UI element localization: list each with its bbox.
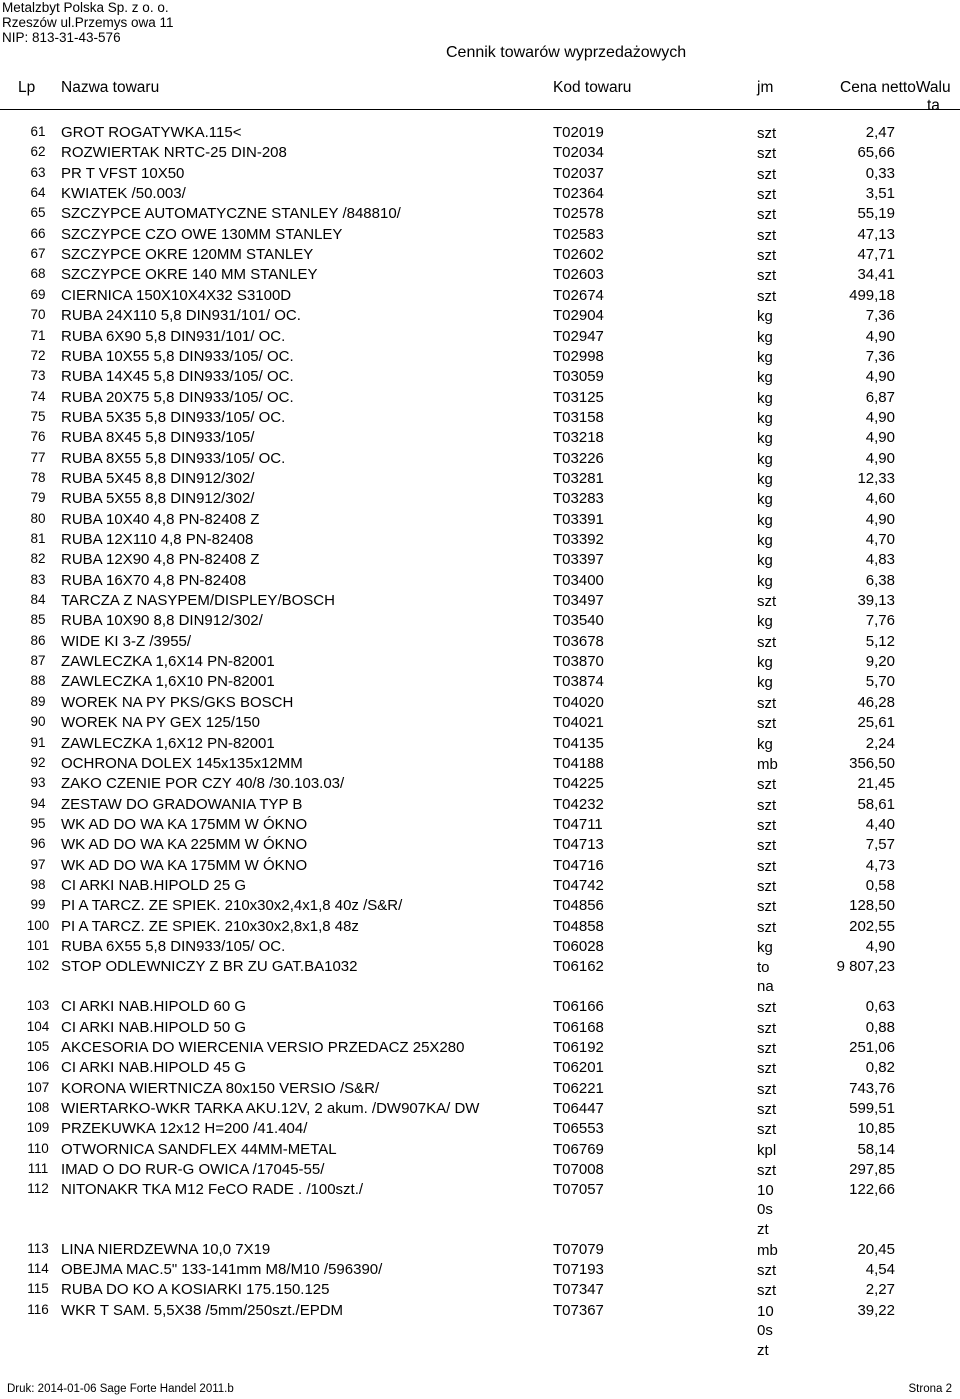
row-unit: szt xyxy=(757,1262,777,1280)
row-price: 4,40 xyxy=(865,815,895,833)
row-unit-wrap: na xyxy=(757,978,774,996)
row-price: 4,90 xyxy=(865,938,895,955)
row-unit: kg xyxy=(757,572,773,590)
row-lp: 104 xyxy=(26,1018,50,1034)
row-unit: szt xyxy=(757,593,777,611)
row-code: T02674 xyxy=(553,286,604,304)
row-code: T07079 xyxy=(553,1240,604,1258)
row-price: 599,51 xyxy=(849,1099,895,1117)
row-price: 34,41 xyxy=(857,266,895,284)
row-code: T06447 xyxy=(553,1099,604,1117)
row-price: 46,28 xyxy=(857,693,895,711)
row-code: T03540 xyxy=(553,612,604,630)
row-name: ZAWLECZKA 1,6X12 PN-82001 xyxy=(61,734,275,752)
row-code: T07008 xyxy=(553,1161,604,1178)
row-price: 6,87 xyxy=(865,388,895,406)
row-unit: szt xyxy=(757,1282,777,1300)
row-price: 5,70 xyxy=(865,673,895,691)
row-lp: 64 xyxy=(30,185,46,201)
row-lp: 76 xyxy=(30,429,46,445)
row-name: RUBA 12X110 4,8 PN-82408 xyxy=(61,531,254,548)
row-name: RUBA 5X55 8,8 DIN912/302/ xyxy=(61,490,255,508)
row-lp: 73 xyxy=(30,368,46,384)
row-code: T03158 xyxy=(553,408,604,426)
row-price: 9,20 xyxy=(865,653,895,671)
row-unit: kg xyxy=(757,389,773,407)
row-unit: kg xyxy=(757,491,773,509)
row-unit: to xyxy=(757,959,770,977)
row-lp: 103 xyxy=(26,998,50,1014)
row-price: 4,90 xyxy=(865,510,895,528)
row-name: ZESTAW DO GRADOWANIA TYP B xyxy=(61,795,303,813)
row-code: T02364 xyxy=(553,185,604,203)
row-unit: szt xyxy=(757,694,777,712)
row-name: WK AD DO WA KA 225MM W ÓKNO xyxy=(61,836,308,854)
row-code: T03059 xyxy=(553,368,604,386)
row-code: T06166 xyxy=(553,998,604,1016)
row-code: T03218 xyxy=(553,429,604,447)
row-unit: kg xyxy=(757,369,773,387)
row-name: KWIATEK /50.003/ xyxy=(61,185,186,203)
row-name: GROT ROGATYWKA.115< xyxy=(61,124,242,141)
row-lp: 70 xyxy=(30,307,46,323)
row-price: 0,58 xyxy=(865,876,895,894)
row-unit: mb xyxy=(757,1241,778,1259)
row-unit: szt xyxy=(757,918,777,936)
row-unit: szt xyxy=(757,816,777,834)
row-code: T03226 xyxy=(553,449,604,467)
row-lp: 83 xyxy=(30,571,46,587)
row-unit: kg xyxy=(757,939,773,956)
row-lp: 116 xyxy=(27,1301,49,1317)
row-name: PR T VFST 10X50 xyxy=(61,164,185,182)
row-unit: kg xyxy=(757,328,773,346)
row-name: ZAKO CZENIE POR CZY 40/8 /30.103.03/ xyxy=(61,775,345,793)
row-code: T06192 xyxy=(553,1038,604,1056)
row-price: 202,55 xyxy=(849,917,895,935)
row-unit-wrap: zt xyxy=(757,1341,769,1359)
header-lp: Lp xyxy=(18,79,36,96)
row-code: T03870 xyxy=(553,653,604,671)
row-code: T06201 xyxy=(553,1059,604,1077)
header-jm: jm xyxy=(757,79,774,96)
row-price: 128,50 xyxy=(849,897,895,915)
row-unit: szt xyxy=(757,226,777,244)
row-name: PI A TARCZ. ZE SPIEK. 210x30x2,4x1,8 40z /S&R/ xyxy=(61,897,403,915)
row-lp: 96 xyxy=(30,836,46,852)
row-price: 4,83 xyxy=(865,551,895,569)
row-price: 55,19 xyxy=(857,205,895,223)
row-unit: 10 xyxy=(757,1302,774,1320)
row-code: T02578 xyxy=(553,205,604,223)
row-price: 4,70 xyxy=(865,531,895,548)
row-lp: 105 xyxy=(26,1038,50,1054)
row-lp: 63 xyxy=(30,164,46,180)
row-unit: szt xyxy=(757,633,777,651)
footer-page-number: Strona 2 xyxy=(908,1383,952,1395)
row-code: T03874 xyxy=(553,673,604,691)
row-name: OTWORNICA SANDFLEX 44MM-METAL xyxy=(61,1140,337,1158)
row-unit: kg xyxy=(757,430,773,448)
row-name: TARCZA Z NASYPEM/DISPLEY/BOSCH xyxy=(61,592,335,610)
row-unit: szt xyxy=(757,1162,777,1179)
row-lp: 61 xyxy=(30,124,46,139)
row-code: T02947 xyxy=(553,327,604,345)
row-price: 7,36 xyxy=(865,347,895,365)
row-lp: 110 xyxy=(27,1140,49,1156)
row-unit: szt xyxy=(757,1039,777,1057)
row-price: 65,66 xyxy=(857,144,895,162)
row-code: T06168 xyxy=(553,1018,604,1036)
row-unit: szt xyxy=(757,898,777,916)
row-price: 21,45 xyxy=(857,775,895,793)
row-lp: 113 xyxy=(27,1240,49,1256)
row-name: ROZWIERTAK NRTC-25 DIN-208 xyxy=(61,144,287,162)
row-lp: 112 xyxy=(27,1181,49,1197)
row-name: RUBA 14X45 5,8 DIN933/105/ OC. xyxy=(61,368,294,386)
row-price: 20,45 xyxy=(857,1240,895,1258)
company-name: Metalzbyt Polska Sp. z o. o. xyxy=(2,0,169,15)
row-name: RUBA 10X55 5,8 DIN933/105/ OC. xyxy=(61,347,294,365)
row-code: T07367 xyxy=(553,1301,604,1319)
row-name: SZCZYPCE CZO OWE 130MM STANLEY xyxy=(61,225,343,243)
row-unit: szt xyxy=(757,1019,777,1037)
row-code: T02037 xyxy=(553,164,604,182)
row-price: 0,82 xyxy=(865,1059,895,1077)
row-unit: szt xyxy=(757,1060,777,1078)
row-price: 4,90 xyxy=(865,368,895,386)
row-price: 0,33 xyxy=(865,164,895,182)
row-name: RUBA 10X90 8,8 DIN912/302/ xyxy=(61,612,263,630)
row-name: WOREK NA PY GEX 125/150 xyxy=(61,714,260,732)
row-code: T06221 xyxy=(553,1079,604,1097)
row-lp: 115 xyxy=(27,1281,49,1297)
row-unit: kg xyxy=(757,613,773,631)
row-price: 4,90 xyxy=(865,449,895,467)
row-name: RUBA 24X110 5,8 DIN931/101/ OC. xyxy=(61,307,301,325)
row-name: ZAWLECZKA 1,6X14 PN-82001 xyxy=(61,653,275,671)
row-name: OCHRONA DOLEX 145x135x12MM xyxy=(61,754,303,772)
row-unit: szt xyxy=(757,1121,777,1139)
row-name: WK AD DO WA KA 175MM W ÓKNO xyxy=(61,815,308,833)
row-name: WKR T SAM. 5,5X38 /5mm/250szt./EPDM xyxy=(61,1301,344,1319)
row-price: 0,88 xyxy=(865,1018,895,1036)
row-price: 2,24 xyxy=(865,734,895,752)
row-name: SZCZYPCE OKRE 120MM STANLEY xyxy=(61,246,314,264)
row-lp: 101 xyxy=(26,938,50,953)
row-name: STOP ODLEWNICZY Z BR ZU GAT.BA1032 xyxy=(61,958,358,976)
row-name: RUBA 5X45 8,8 DIN912/302/ xyxy=(61,469,255,487)
row-code: T07193 xyxy=(553,1261,604,1279)
row-unit: szt xyxy=(757,715,777,733)
row-unit: szt xyxy=(757,796,777,814)
row-code: T03678 xyxy=(553,632,604,650)
row-code: T03283 xyxy=(553,490,604,508)
row-lp: 74 xyxy=(30,388,46,404)
row-unit: 10 xyxy=(757,1182,774,1200)
row-name: SZCZYPCE AUTOMATYCZNE STANLEY /848810/ xyxy=(61,205,401,223)
row-name: CI ARKI NAB.HIPOLD 50 G xyxy=(61,1018,247,1036)
row-code: T04188 xyxy=(553,754,604,772)
row-code: T03391 xyxy=(553,510,604,528)
row-name: RUBA 12X90 4,8 PN-82408 Z xyxy=(61,551,260,569)
row-unit: kg xyxy=(757,674,773,692)
row-code: T04716 xyxy=(553,856,604,874)
row-price: 39,13 xyxy=(857,592,895,610)
row-code: T06028 xyxy=(553,938,604,955)
row-unit-wrap: 0s xyxy=(757,1321,773,1339)
row-price: 297,85 xyxy=(849,1161,895,1178)
row-code: T07347 xyxy=(553,1281,604,1299)
row-unit-wrap: 0s xyxy=(757,1201,773,1219)
row-code: T02019 xyxy=(553,124,604,141)
row-price: 4,90 xyxy=(865,429,895,447)
row-name: WOREK NA PY PKS/GKS BOSCH xyxy=(61,693,294,711)
row-unit-wrap: zt xyxy=(757,1221,769,1239)
row-name: RUBA 8X55 5,8 DIN933/105/ OC. xyxy=(61,449,286,467)
row-lp: 94 xyxy=(30,795,46,811)
row-code: T04232 xyxy=(553,795,604,813)
row-lp: 93 xyxy=(30,775,46,791)
row-unit: kg xyxy=(757,409,773,427)
row-unit: kpl xyxy=(757,1141,777,1159)
row-name: PI A TARCZ. ZE SPIEK. 210x30x2,8x1,8 48z xyxy=(61,917,359,935)
row-unit: szt xyxy=(757,267,777,285)
row-name: CIERNICA 150X10X4X32 S3100D xyxy=(61,286,292,304)
row-name: RUBA 8X45 5,8 DIN933/105/ xyxy=(61,429,255,447)
row-code: T06162 xyxy=(553,958,604,976)
row-code: T03392 xyxy=(553,531,604,548)
row-code: T02034 xyxy=(553,144,604,162)
row-price: 5,12 xyxy=(865,632,895,650)
row-lp: 65 xyxy=(30,205,46,221)
row-price: 356,50 xyxy=(849,754,895,772)
row-unit: szt xyxy=(757,1100,777,1118)
row-unit: kg xyxy=(757,511,773,529)
row-name: ZAWLECZKA 1,6X10 PN-82001 xyxy=(61,673,275,691)
row-name: IMAD O DO RUR-G OWICA /17045-55/ xyxy=(61,1161,325,1178)
row-price: 12,33 xyxy=(857,469,895,487)
row-lp: 69 xyxy=(30,286,46,302)
row-price: 499,18 xyxy=(849,286,895,304)
row-lp: 78 xyxy=(30,469,46,485)
row-code: T03400 xyxy=(553,571,604,589)
row-unit: kg xyxy=(757,348,773,366)
row-price: 2,27 xyxy=(865,1281,895,1299)
row-name: RUBA 16X70 4,8 PN-82408 xyxy=(61,571,247,589)
row-lp: 109 xyxy=(26,1120,50,1136)
row-code: T02998 xyxy=(553,347,604,365)
row-lp: 97 xyxy=(30,856,46,872)
row-lp: 99 xyxy=(30,897,46,913)
row-unit: szt xyxy=(757,145,777,163)
row-name: WIERTARKO-WKR TARKA AKU.12V, 2 akum. /DW907KA/ DW xyxy=(61,1099,480,1117)
row-code: T03125 xyxy=(553,388,604,406)
row-lp: 111 xyxy=(27,1161,49,1176)
row-unit: kg xyxy=(757,308,773,326)
row-unit: szt xyxy=(757,877,777,895)
header-price-wrap: ta xyxy=(927,97,940,114)
row-unit: szt xyxy=(757,165,777,183)
company-nip: NIP: 813-31-43-576 xyxy=(2,30,121,45)
row-lp: 107 xyxy=(26,1079,50,1095)
row-price: 58,61 xyxy=(857,795,895,813)
row-code: T04858 xyxy=(553,917,604,935)
row-price: 7,36 xyxy=(865,307,895,325)
row-price: 7,76 xyxy=(865,612,895,630)
row-lp: 79 xyxy=(30,490,46,506)
row-unit: kg xyxy=(757,654,773,672)
row-code: T06769 xyxy=(553,1140,604,1158)
row-price: 10,85 xyxy=(857,1120,895,1138)
row-unit: szt xyxy=(757,186,777,204)
row-lp: 68 xyxy=(30,266,46,282)
row-price: 4,60 xyxy=(865,490,895,508)
row-lp: 89 xyxy=(30,693,46,709)
row-lp: 95 xyxy=(30,815,46,831)
row-lp: 98 xyxy=(30,876,46,892)
row-unit: szt xyxy=(757,776,777,794)
row-price: 4,73 xyxy=(865,856,895,874)
row-price: 58,14 xyxy=(857,1140,895,1158)
row-name: RUBA 10X40 4,8 PN-82408 Z xyxy=(61,510,260,528)
row-unit: szt xyxy=(757,206,777,224)
row-name: PRZEKUWKA 12x12 H=200 /41.404/ xyxy=(61,1120,308,1138)
row-price: 4,54 xyxy=(865,1261,895,1279)
row-lp: 77 xyxy=(30,449,46,465)
row-unit: szt xyxy=(757,837,777,855)
row-unit: kg xyxy=(757,532,773,549)
row-name: LINA NIERDZEWNA 10,0 7X19 xyxy=(61,1240,271,1258)
row-lp: 82 xyxy=(30,551,46,567)
row-name: OBEJMA MAC.5" 133-141mm M8/M10 /596390/ xyxy=(61,1261,383,1279)
row-name: KORONA WIERTNICZA 80x150 VERSIO /S&R/ xyxy=(61,1079,380,1097)
row-unit: kg xyxy=(757,552,773,570)
row-price: 9 807,23 xyxy=(836,958,895,976)
row-code: T04713 xyxy=(553,836,604,854)
row-name: WIDE KI 3-Z /3955/ xyxy=(61,632,192,650)
row-price: 47,71 xyxy=(857,246,895,264)
row-price: 25,61 xyxy=(857,714,895,732)
row-lp: 67 xyxy=(30,246,46,262)
company-address: Rzeszów ul.Przemys owa 11 xyxy=(2,15,174,30)
row-lp: 108 xyxy=(26,1099,50,1115)
row-name: CI ARKI NAB.HIPOLD 25 G xyxy=(61,876,247,894)
row-name: RUBA 5X35 5,8 DIN933/105/ OC. xyxy=(61,408,286,426)
header-price: Cena nettoWalu xyxy=(840,79,951,96)
row-lp: 81 xyxy=(30,531,46,546)
row-unit: szt xyxy=(757,1080,777,1098)
row-name: NITONAKR TKA M12 FeCO RADE . /100szt./ xyxy=(61,1181,364,1199)
row-code: T03397 xyxy=(553,551,604,569)
row-unit: szt xyxy=(757,857,777,875)
row-lp: 66 xyxy=(30,225,46,241)
row-unit: szt xyxy=(757,247,777,265)
row-code: T03497 xyxy=(553,592,604,610)
row-code: T04711 xyxy=(553,815,603,833)
row-name: CI ARKI NAB.HIPOLD 60 G xyxy=(61,998,247,1016)
row-price: 743,76 xyxy=(849,1079,895,1097)
row-code: T04135 xyxy=(553,734,604,752)
row-unit: kg xyxy=(757,735,773,753)
header-code: Kod towaru xyxy=(553,79,632,96)
row-code: T02603 xyxy=(553,266,604,284)
row-code: T04020 xyxy=(553,693,604,711)
row-code: T04021 xyxy=(553,714,604,732)
row-code: T02602 xyxy=(553,246,604,264)
row-name: RUBA 20X75 5,8 DIN933/105/ OC. xyxy=(61,388,294,406)
row-price: 251,06 xyxy=(849,1038,895,1056)
row-name: SZCZYPCE OKRE 140 MM STANLEY xyxy=(61,266,318,284)
row-lp: 90 xyxy=(30,714,46,730)
row-price: 7,57 xyxy=(865,836,895,854)
row-code: T03281 xyxy=(553,469,604,487)
row-code: T04742 xyxy=(553,876,604,894)
row-name: CI ARKI NAB.HIPOLD 45 G xyxy=(61,1059,247,1077)
row-lp: 87 xyxy=(30,653,46,669)
row-lp: 72 xyxy=(30,347,46,363)
row-unit: szt xyxy=(757,999,777,1017)
row-unit: szt xyxy=(757,125,777,142)
header-divider xyxy=(0,109,960,110)
row-price: 6,38 xyxy=(865,571,895,589)
document-title: Cennik towarów wyprzedażowych xyxy=(446,44,687,61)
header-name: Nazwa towaru xyxy=(61,79,160,96)
row-lp: 86 xyxy=(30,632,46,648)
row-lp: 106 xyxy=(26,1059,50,1075)
row-lp: 80 xyxy=(30,510,46,526)
row-unit: mb xyxy=(757,755,778,773)
row-code: T07057 xyxy=(553,1181,604,1199)
row-code: T02583 xyxy=(553,225,604,243)
row-lp: 92 xyxy=(30,754,46,770)
row-name: RUBA DO KO A KOSIARKI 175.150.125 xyxy=(61,1281,330,1299)
footer-print-info: Druk: 2014-01-06 Sage Forte Handel 2011.b xyxy=(7,1383,234,1395)
row-name: RUBA 6X55 5,8 DIN933/105/ OC. xyxy=(61,938,286,955)
row-price: 122,66 xyxy=(849,1181,895,1199)
row-lp: 71 xyxy=(30,327,46,343)
row-lp: 84 xyxy=(30,592,46,608)
row-price: 2,47 xyxy=(865,124,895,141)
row-lp: 62 xyxy=(30,144,46,160)
row-name: RUBA 6X90 5,8 DIN931/101/ OC. xyxy=(61,327,286,345)
row-code: T06553 xyxy=(553,1120,604,1138)
row-lp: 88 xyxy=(30,673,46,689)
row-code: T04856 xyxy=(553,897,604,915)
row-lp: 102 xyxy=(26,958,50,974)
row-unit: kg xyxy=(757,470,773,488)
row-price: 39,22 xyxy=(857,1301,895,1319)
row-price: 4,90 xyxy=(865,327,895,345)
row-price: 4,90 xyxy=(865,408,895,426)
row-price: 3,51 xyxy=(865,185,895,203)
row-lp: 91 xyxy=(30,734,46,750)
row-unit: kg xyxy=(757,450,773,468)
row-lp: 114 xyxy=(27,1261,49,1277)
row-lp: 75 xyxy=(30,408,46,424)
row-lp: 100 xyxy=(26,917,50,933)
row-name: WK AD DO WA KA 175MM W ÓKNO xyxy=(61,856,308,874)
row-code: T02904 xyxy=(553,307,604,325)
row-name: AKCESORIA DO WIERCENIA VERSIO PRZEDACZ 25X280 xyxy=(61,1038,465,1056)
row-code: T04225 xyxy=(553,775,604,793)
row-lp: 85 xyxy=(30,612,46,628)
row-price: 47,13 xyxy=(857,225,895,243)
row-price: 0,63 xyxy=(865,998,895,1016)
row-unit: szt xyxy=(757,287,777,305)
